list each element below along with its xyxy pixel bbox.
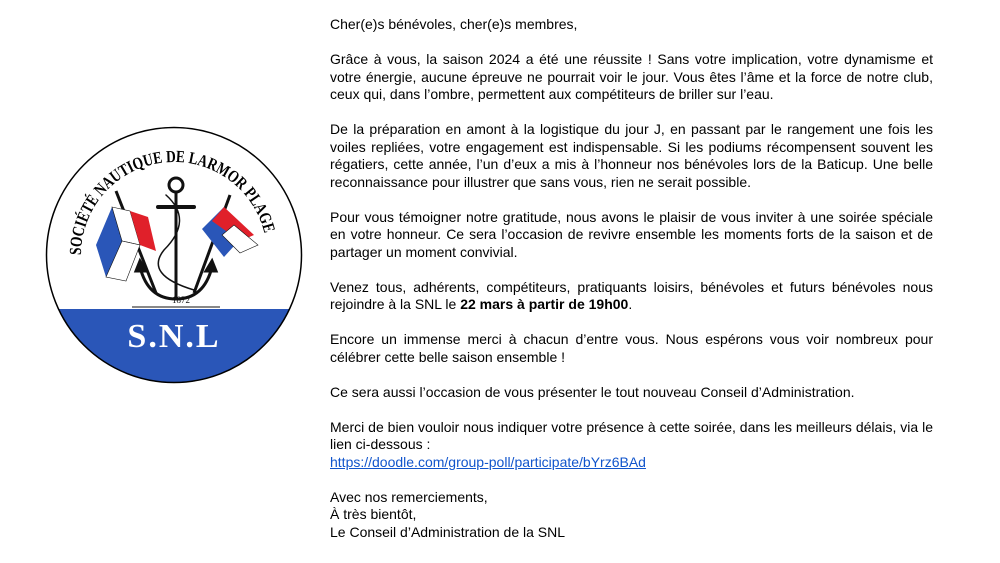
paragraph-4 — [330, 279, 933, 314]
closing-thanks: Avec nos remerciements, — [330, 488, 488, 505]
letter-body — [330, 16, 933, 541]
paragraph-4-end: . — [628, 296, 633, 312]
paragraph-5: Encore un immense merci à chacun d’entre vous. Nous espérons vous voir nombreux pour célébrer cette belle saison ensemble ! — [330, 331, 933, 365]
paragraph-7 — [330, 419, 933, 472]
paragraph-3: Pour vous témoigner notre gratitude, nous avons le plaisir de vous inviter à une soirée spéciale en votre honneur. Ce sera l’occasion de revivre ensemble les moments forts de la saison et de partager un moment convivial. — [330, 208, 933, 260]
doodle-link[interactable]: https://doodle.com/group-poll/participate/bYrz6BAd — [330, 453, 646, 470]
paragraph-7-text: Merci de bien vouloir nous indiquer votre présence à cette soirée, dans les meilleurs délais, via le lien ci-dessous : — [330, 418, 933, 452]
logo-initials: S.N.L — [127, 318, 221, 355]
paragraph-4-text: Venez tous, adhérents, compétiteurs, pratiquants loisirs, bénévoles et futurs bénévoles nous rejoindre à la SNL le — [330, 278, 933, 312]
paragraph-2: De la préparation en amont à la logistique du jour J, en passant par le rangement une fois les voiles repliées, votre engagement est indispensable. Si les podiums récompensent souvent les régatiers, cette année, l’un d’eux a mis à l’honneur nos bénévoles lors de la Baticup. Une belle reconnaissance pour illustrer que sans vous, rien ne serait possible. — [330, 121, 933, 190]
signature: Le Conseil d’Administration de la SNL — [330, 523, 566, 540]
paragraph-1: Grâce à vous, la saison 2024 a été une réussite ! Sans votre implication, votre dynamisme et votre énergie, aucune épreuve ne pourrait voir le jour. Vous êtes l’âme et la force de notre club, ceux qui, dans l’ombre, permettent aux compétiteurs de briller sur l’eau. — [330, 51, 933, 102]
snl-club-logo — [44, 125, 304, 385]
event-date: 22 mars à partir de 19h00 — [460, 296, 629, 312]
closing-see-you: À très bientôt, — [330, 506, 417, 522]
logo-arc-text: SOCIÉTÉ NAUTIQUE DE LARMOR PLAGE — [65, 146, 280, 256]
paragraph-6: Ce sera aussi l’occasion de vous présenter le tout nouveau Conseil d’Administration. — [330, 383, 855, 400]
logo-year: 1872 — [172, 295, 190, 305]
greeting: Cher(e)s bénévoles, cher(e)s membres, — [330, 16, 578, 32]
